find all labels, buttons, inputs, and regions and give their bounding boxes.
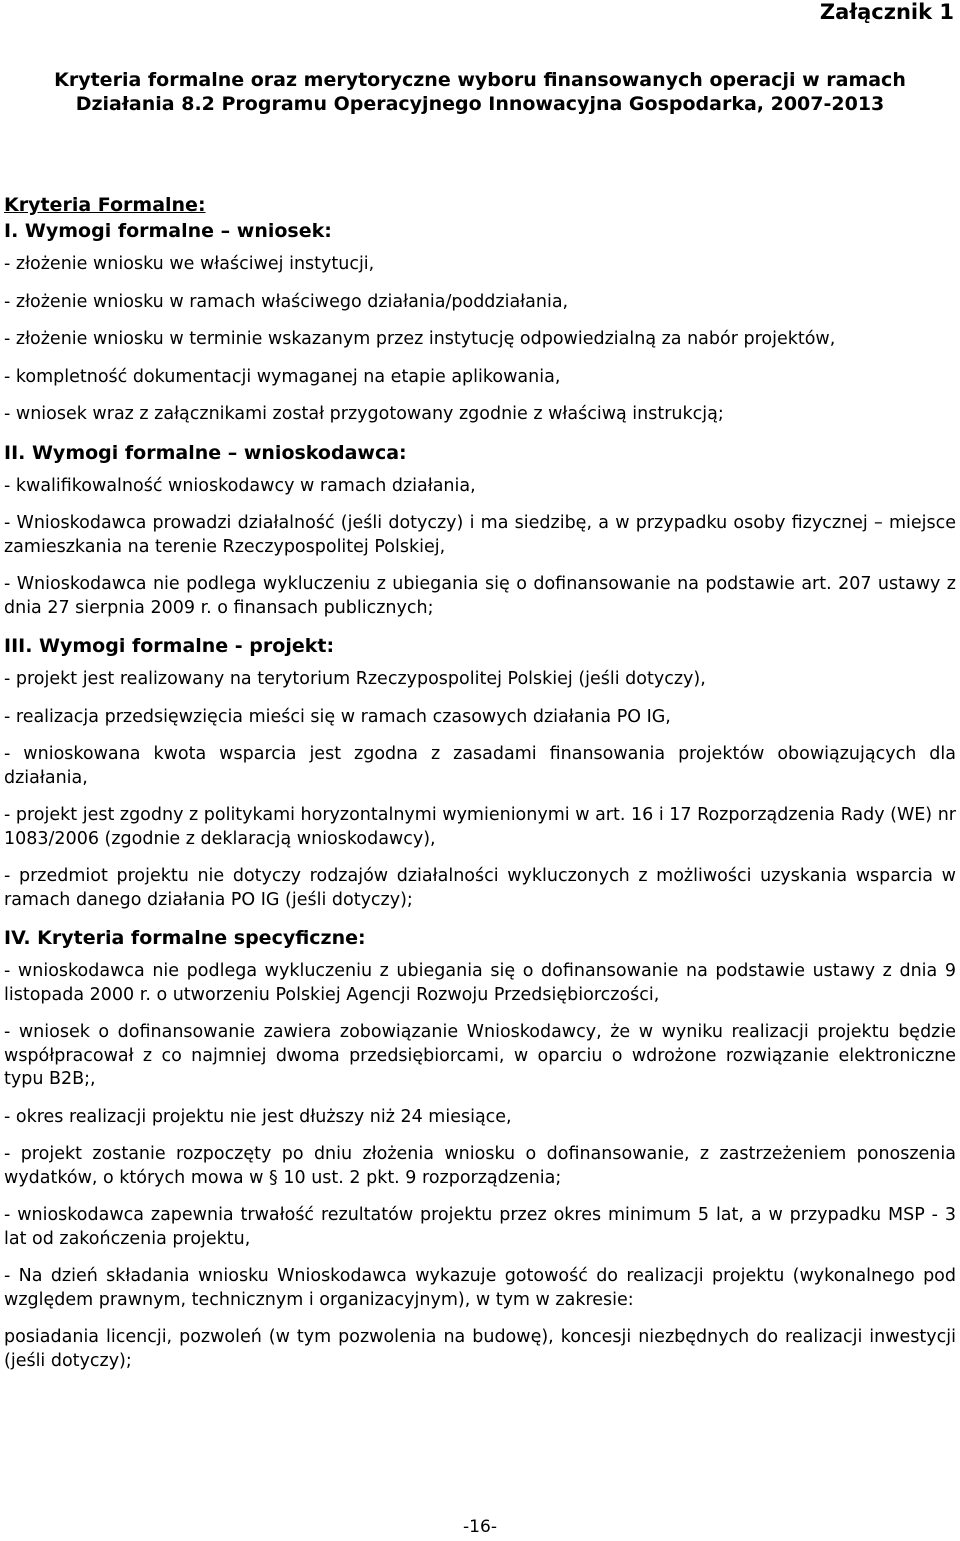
criterion-item: - realizacja przedsięwzięcia mieści się w ramach czasowych działania PO IG, [4,706,671,727]
section-heading: IV. Kryteria formalne specyficzne: [4,927,366,949]
criterion-item: - Na dzień składania wniosku Wnioskodawca wykazuje gotowość do realizacji projektu (wykonalnego pod względem prawnym, technicznym i organizacyjnym), w tym w zakresie: [4,1266,956,1310]
criterion-item: - okres realizacji projektu nie jest dłuższy niż 24 miesiące, [4,1106,512,1127]
criterion-item: - wnioskodawca zapewnia trwałość rezultatów projektu przez okres minimum 5 lat, a w przypadku MSP - 3 lat od zakończenia projektu, [4,1205,956,1249]
criterion-item: - złożenie wniosku w terminie wskazanym przez instytucję odpowiedzialną za nabór projektów, [4,329,836,349]
criterion-item: - złożenie wniosku w ramach właściwego działania/poddziałania, [4,291,569,312]
page-number: -16- [463,1517,497,1537]
criterion-item: - projekt jest zgodny z politykami horyzontalnymi wymienionymi w art. 16 i 17 Rozporządzenia Rady (WE) nr 1083/2006 (zgodnie z deklaracją wnioskodawcy), [4,805,956,849]
criterion-item: - wnioskowana kwota wsparcia jest zgodna z zasadami finansowania projektów obowiązujących dla działania, [4,744,956,788]
criterion-item: - kompletność dokumentacji wymaganej na etapie aplikowania, [4,366,561,387]
criterion-item: - Wnioskodawca nie podlega wykluczeniu z ubiegania się o dofinansowanie na podstawie art. 207 ustawy z dnia 27 sierpnia 2009 r. o finansach publicznych; [4,574,956,618]
title-line: Kryteria formalne oraz merytoryczne wyboru finansowanych operacji w ramach [54,69,906,91]
criterion-item: - przedmiot projektu nie dotyczy rodzajów działalności wykluczonych z możliwości uzyskania wsparcia w ramach danego działania PO IG (jeśli dotyczy); [4,866,956,910]
title-line: Działania 8.2 Programu Operacyjnego Innowacyjna Gospodarka, 2007-2013 [75,93,885,115]
criterion-item: - wniosek wraz z załącznikami został przygotowany zgodnie z właściwą instrukcją; [4,404,724,424]
criterion-item: - wniosek o dofinansowanie zawiera zobowiązanie Wnioskodawcy, że w wyniku realizacji projektu będzie współpracował z co najmniej dwoma przedsiębiorcami, w oparciu o wdrożone rozwiązanie elektroniczne typu B2B;, [4,1022,956,1089]
bullet-list-item [4,1326,956,1373]
section-heading: I. Wymogi formalne – wniosek: [4,220,332,242]
section-heading: III. Wymogi formalne - projekt: [4,635,335,657]
formal-criteria-heading: Kryteria Formalne: [4,194,206,216]
criterion-item: - wnioskodawca nie podlega wykluczeniu z ubiegania się o dofinansowanie na podstawie ustawy z dnia 9 listopada 2000 r. o utworzeniu Polskiej Agencji Rozwoju Przedsiębiorczości, [4,961,956,1005]
bullet-text: posiadania licencji, pozwoleń (w tym pozwolenia na budowę), koncesji niezbędnych do realizacji inwestycji (jeśli dotyczy); [4,1327,956,1371]
criterion-item: - Wnioskodawca prowadzi działalność (jeśli dotyczy) i ma siedzibę, a w przypadku osoby fizycznej – miejsce zamieszkania na terenie Rzeczypospolitej Polskiej, [4,513,956,557]
criterion-item: - projekt jest realizowany na terytorium Rzeczypospolitej Polskiej (jeśli dotyczy), [4,669,706,689]
criterion-item: - kwalifikowalność wnioskodawcy w ramach działania, [4,475,476,496]
document-title [0,68,960,116]
document-body [4,193,956,1387]
section-heading: II. Wymogi formalne – wnioskodawca: [4,441,407,464]
criterion-item: - projekt zostanie rozpoczęty po dniu złożenia wniosku o dofinansowanie, z zastrzeżeniem ponoszenia wydatków, o których mowa w § 10 ust. 2 pkt. 9 rozporządzenia; [4,1144,956,1188]
criterion-item: - złożenie wniosku we właściwej instytucji, [4,254,375,274]
annex-label: Załącznik 1 [819,0,954,24]
